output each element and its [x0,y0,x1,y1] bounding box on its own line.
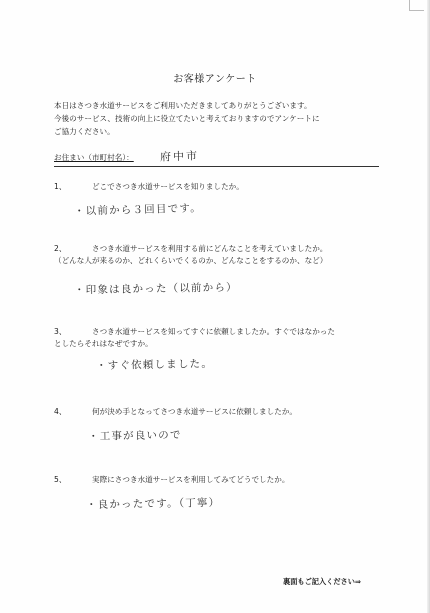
question-text: さつき水道サービスを知ってすぐに依頼しましたか。すぐではなかった [92,327,335,336]
answer-4[interactable]: ・工事が良いので [87,429,182,443]
question-number: 4、 [54,407,67,416]
address-field[interactable] [54,150,379,167]
footer-note: 裏面もご記入ください⇒ [283,577,361,586]
answer-1[interactable]: ・以前から３回目です。 [73,202,203,218]
question-text: どこでさつき水道サービスを知りましたか。 [92,182,244,191]
question-text: 何が決め手となってさつき水道サービスに依頼しましたか。 [92,407,298,416]
answer-2[interactable]: ・印象は良かった（以前から） [73,281,238,297]
intro-line: 本日はさつき水道サービスをご利用いただきましてありがとうございます。 [54,101,312,110]
address-label: お住まい（市町村名）： [54,153,134,162]
question-subtext: （どんな人が来るのか、どれくらいでくるのか、どんなことをするのか、など） [54,256,328,265]
answer-5[interactable]: ・良かったです。（丁寧） [85,496,221,512]
question-number: 5、 [54,475,67,484]
question-text: 実際にさつき水道サービスを利用してみてどうでしたか。 [92,475,290,484]
intro-line: ご協力ください。 [54,127,115,136]
corner-mark [409,0,424,11]
question-number: 1、 [54,182,67,191]
address-value: 府中市 [159,149,200,164]
question-number: 2、 [54,244,67,253]
question-text: さつき水道サービスを利用する前にどんなことを考えていましたか。 [92,244,328,253]
page-title: お客様アンケート [173,74,257,85]
question-number: 3、 [54,327,67,336]
answer-3[interactable]: ・すぐ依頼しました。 [95,357,214,373]
question-subtext: としたらそれはなぜですか。 [54,339,153,348]
intro-paragraph [54,99,404,138]
intro-line: 今後のサービス、技術の向上に役立てたいと考えておりますのでアンケートに [54,114,320,123]
